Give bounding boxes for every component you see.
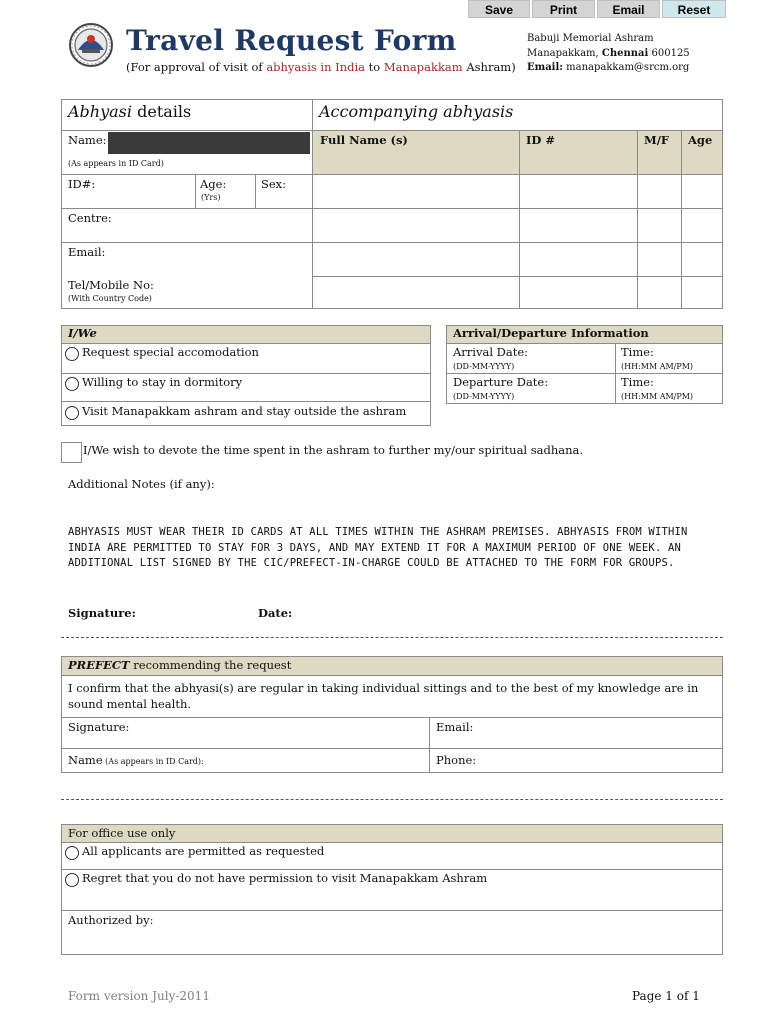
departure-time-field[interactable] bbox=[660, 374, 722, 388]
divider bbox=[61, 637, 723, 638]
iwe-heading: I/We bbox=[68, 326, 97, 340]
ashram-logo bbox=[68, 22, 114, 68]
sadhana-label: I/We wish to devote the time spent in the ashram to further my/our spiritual sadhana. bbox=[83, 443, 584, 457]
companion-name-field[interactable] bbox=[313, 243, 519, 276]
centre-label: Centre: bbox=[68, 211, 112, 225]
additional-notes-field[interactable] bbox=[68, 494, 723, 522]
name-field[interactable] bbox=[108, 132, 310, 154]
centre-field[interactable] bbox=[115, 209, 311, 241]
form-version: Form version July-2011 bbox=[68, 989, 210, 1003]
name-label: Name: bbox=[68, 133, 107, 147]
dormitory-label: Willing to stay in dormitory bbox=[82, 375, 243, 389]
companion-id-field[interactable] bbox=[520, 277, 637, 308]
iwe-header-bg bbox=[62, 326, 430, 343]
companion-mf-field[interactable] bbox=[638, 175, 681, 208]
reset-button[interactable]: Reset bbox=[662, 0, 726, 18]
age-field[interactable] bbox=[228, 175, 254, 207]
page-number: Page 1 of 1 bbox=[632, 989, 700, 1003]
companion-id-field[interactable] bbox=[520, 243, 637, 276]
departure-time-note: (HH:MM AM/PM) bbox=[621, 392, 694, 401]
prefect-email-label: Email: bbox=[436, 720, 474, 734]
name-note: (As appears in ID Card) bbox=[68, 159, 164, 168]
accommodation-label: Request special accomodation bbox=[82, 345, 259, 359]
regret-radio[interactable] bbox=[65, 873, 79, 887]
org-address: Babuji Memorial Ashram Manapakkam, Chennai 600125 Email: manapakkam@srcm.org bbox=[527, 33, 690, 73]
companion-age-field[interactable] bbox=[682, 277, 722, 308]
tel-label: Tel/Mobile No: bbox=[68, 278, 154, 292]
email-field[interactable] bbox=[110, 243, 311, 275]
arrival-date-field[interactable] bbox=[530, 344, 614, 358]
abhyasi-details-heading: Abhyasi details bbox=[68, 102, 192, 121]
companion-mf-field[interactable] bbox=[638, 277, 681, 308]
companion-age-field[interactable] bbox=[682, 243, 722, 276]
col-mf: M/F bbox=[644, 133, 670, 147]
arrival-time-field[interactable] bbox=[660, 344, 722, 358]
age-label: Age: bbox=[200, 177, 227, 191]
sadhana-checkbox[interactable] bbox=[61, 442, 82, 463]
print-button[interactable]: Print bbox=[532, 0, 595, 18]
signature-field[interactable] bbox=[135, 604, 250, 622]
save-button[interactable]: Save bbox=[468, 0, 530, 18]
prefect-name-label: Name (As appears in ID Card): bbox=[68, 753, 204, 767]
col-full-name: Full Name (s) bbox=[320, 133, 408, 147]
authorized-by-label: Authorized by: bbox=[68, 913, 154, 927]
arrival-date-note: (DD-MM-YYYY) bbox=[453, 362, 515, 371]
prefect-confirm-text: I confirm that the abhyasi(s) are regular in taking individual sittings and to the best of my knowledge are in sound mental health. bbox=[68, 681, 699, 711]
prefect-phone-field[interactable] bbox=[480, 749, 722, 772]
accompanying-heading: Accompanying abhyasis bbox=[319, 102, 514, 121]
prefect-email-field[interactable] bbox=[478, 718, 722, 747]
companion-id-field[interactable] bbox=[520, 209, 637, 242]
companion-mf-field[interactable] bbox=[638, 209, 681, 242]
arrival-heading: Arrival/Departure Information bbox=[453, 326, 649, 340]
departure-date-field[interactable] bbox=[550, 374, 614, 388]
companion-name-field[interactable] bbox=[313, 277, 519, 308]
accommodation-radio[interactable] bbox=[65, 347, 79, 361]
departure-date-label: Departure Date: bbox=[453, 375, 549, 389]
email-label: Email: bbox=[68, 245, 106, 259]
date-label: Date: bbox=[258, 606, 293, 620]
page-subtitle: (For approval of visit of abhyasis in India to Manapakkam Ashram) bbox=[126, 60, 516, 74]
prefect-signature-field[interactable] bbox=[132, 718, 428, 747]
dormitory-radio[interactable] bbox=[65, 377, 79, 391]
prefect-heading: PREFECT recommending the request bbox=[68, 658, 292, 672]
prefect-signature-label: Signature: bbox=[68, 720, 130, 734]
sex-label: Sex: bbox=[261, 177, 287, 191]
departure-date-note: (DD-MM-YYYY) bbox=[453, 392, 515, 401]
arrival-time-note: (HH:MM AM/PM) bbox=[621, 362, 694, 371]
sex-field[interactable] bbox=[288, 175, 312, 207]
col-age: Age bbox=[688, 133, 713, 147]
arrival-date-label: Arrival Date: bbox=[453, 345, 529, 359]
age-note: (Yrs) bbox=[201, 193, 221, 202]
companion-name-field[interactable] bbox=[313, 175, 519, 208]
email-button[interactable]: Email bbox=[597, 0, 660, 18]
authorized-by-field[interactable] bbox=[160, 911, 722, 954]
companion-age-field[interactable] bbox=[682, 175, 722, 208]
date-field[interactable] bbox=[296, 604, 436, 622]
permitted-radio[interactable] bbox=[65, 846, 79, 860]
prefect-phone-label: Phone: bbox=[436, 753, 477, 767]
companion-id-field[interactable] bbox=[520, 175, 637, 208]
page-title: Travel Request Form bbox=[126, 24, 457, 57]
companion-mf-field[interactable] bbox=[638, 243, 681, 276]
stay-outside-radio[interactable] bbox=[65, 406, 79, 420]
col-id: ID # bbox=[526, 133, 555, 147]
id-label: ID#: bbox=[68, 177, 96, 191]
tel-field[interactable] bbox=[162, 277, 311, 308]
companion-age-field[interactable] bbox=[682, 209, 722, 242]
stay-outside-label: Visit Manapakkam ashram and stay outside the ashram bbox=[82, 404, 407, 418]
id-field[interactable] bbox=[92, 175, 194, 207]
office-heading: For office use only bbox=[68, 826, 176, 840]
arrival-time-label: Time: bbox=[621, 345, 654, 359]
permitted-label: All applicants are permitted as requested bbox=[82, 844, 325, 858]
divider bbox=[61, 799, 723, 800]
rules-text: ABHYASIS MUST WEAR THEIR ID CARDS AT ALL TIMES WITHIN THE ASHRAM PREMISES. ABHYASIS FROM WITHIN INDIA ARE PERMITTED TO STAY FOR 3 DAYS, AND MAY EXTEND IT FOR A MAXIMUM PERIOD OF ONE WEEK. AN ADDITIONAL LIST SIGNED BY THE CIC/PREFECT-IN-CHARGE COULD BE ATTACHED TO THE FORM FOR GROUPS. bbox=[68, 526, 688, 569]
signature-label: Signature: bbox=[68, 606, 136, 620]
prefect-name-field[interactable] bbox=[212, 749, 428, 772]
companion-name-field[interactable] bbox=[313, 209, 519, 242]
departure-time-label: Time: bbox=[621, 375, 654, 389]
tel-note: (With Country Code) bbox=[68, 294, 152, 303]
regret-label: Regret that you do not have permission to visit Manapakkam Ashram bbox=[82, 871, 488, 885]
additional-notes-label: Additional Notes (if any): bbox=[68, 477, 215, 491]
